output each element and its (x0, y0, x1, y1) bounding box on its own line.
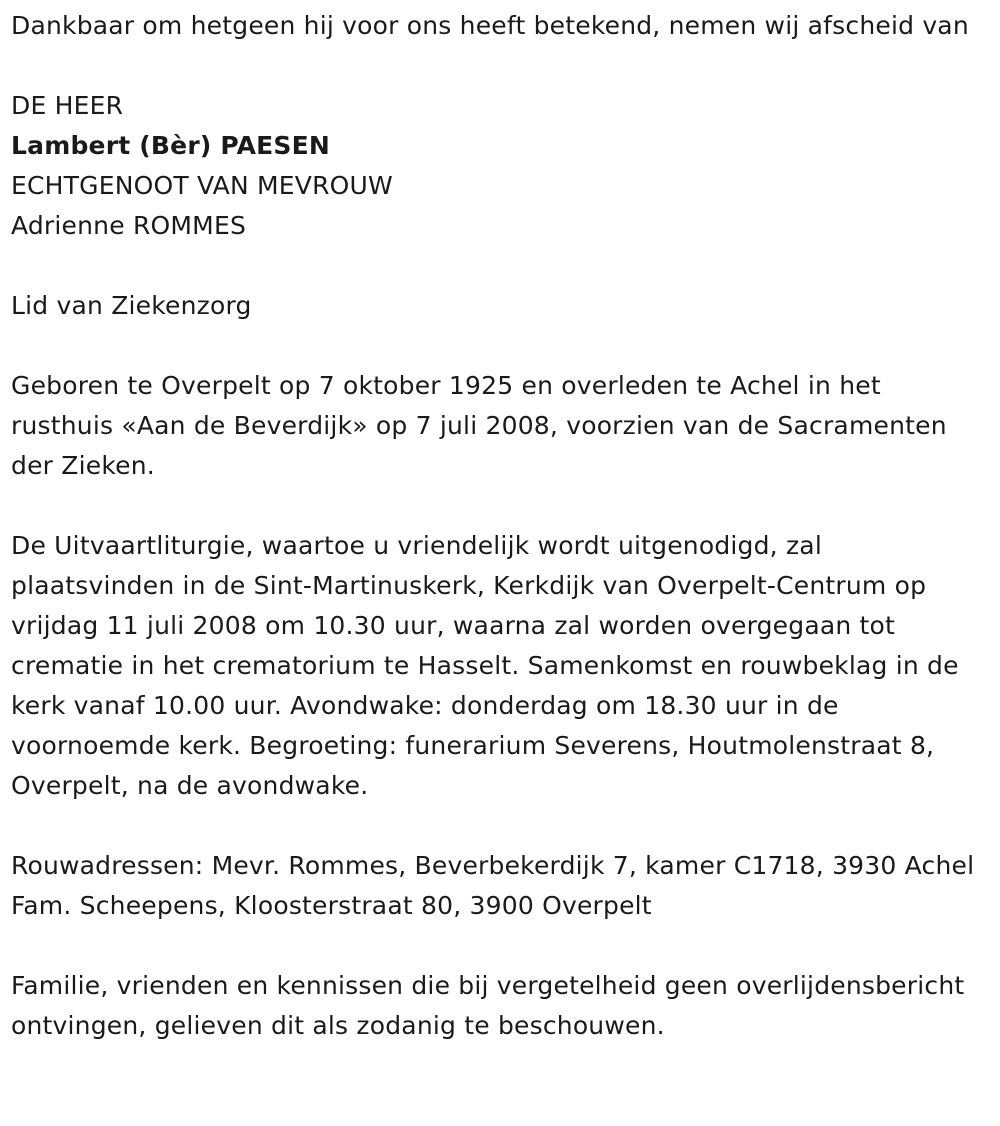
spacer (11, 46, 991, 86)
title-text: DE HEER (11, 91, 124, 120)
intro-text: Dankbaar om hetgeen hij voor ons heeft betekend, nemen wij afscheid van (11, 11, 969, 40)
spacer (11, 326, 991, 366)
membership-text: Lid van Ziekenzorg (11, 291, 252, 320)
spacer (11, 926, 991, 966)
birth-death-text: Geboren te Overpelt op 7 oktober 1925 en overleden te Achel in het rusthuis «Aan de Beverdijk» op 7 juli 2008, voorzien van de Sacramenten der Zieken. (11, 371, 947, 480)
spouse-name: Adrienne ROMMES (11, 211, 247, 240)
obituary-notice (11, 6, 991, 1046)
addresses-text: Rouwadressen: Mevr. Rommes, Beverbekerdijk 7, kamer C1718, 3930 Achel Fam. Scheepens, Kloosterstraat 80, 3900 Overpelt (11, 851, 975, 920)
spacer (11, 806, 991, 846)
spacer (11, 246, 991, 286)
closing-text: Familie, vrienden en kennissen die bij vergetelheid geen overlijdensbericht ontvingen, gelieven dit als zodanig te beschouwen. (11, 971, 965, 1040)
funeral-text: De Uitvaartliturgie, waartoe u vriendelijk wordt uitgenodigd, zal plaatsvinden in de Sint-Martinuskerk, Kerkdijk van Overpelt-Centrum op vrijdag 11 juli 2008 om 10.30 uur, waarna zal worden overgegaan tot crematie in het crematorium te Hasselt. Samenkomst en rouwbeklag in de kerk vanaf 10.00 uur. Avondwake: donderdag om 18.30 uur in de voornoemde kerk. Begroeting: funerarium Severens, Houtmolenstraat 8, Overpelt, na de avondwake. (11, 531, 959, 800)
deceased-name: Lambert (Bèr) PAESEN (11, 131, 331, 160)
spouse-label: ECHTGENOOT VAN MEVROUW (11, 171, 393, 200)
spacer (11, 486, 991, 526)
